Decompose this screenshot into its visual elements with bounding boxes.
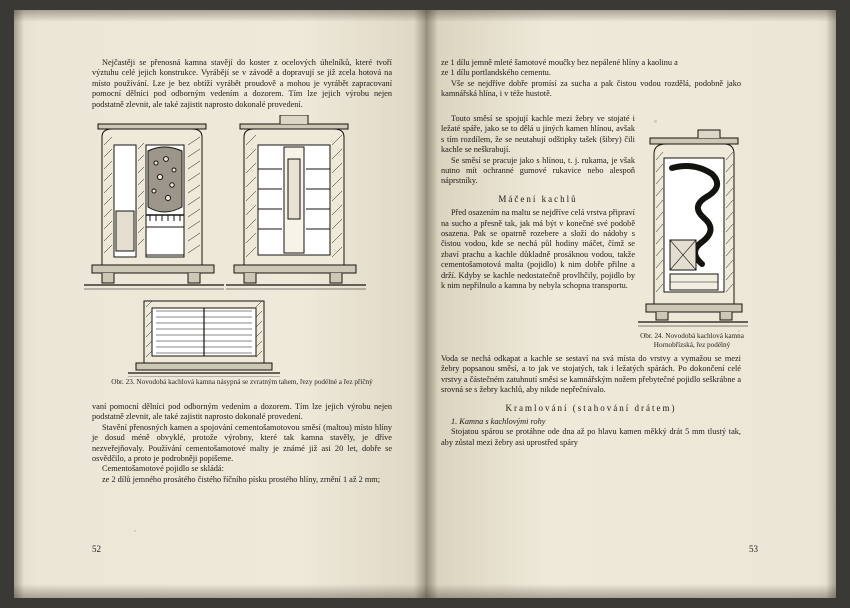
paragraph: Touto směsí se spojují kachle mezi žebry ve stojaté i ležaté spáře, jako se to dělá u jiných kamen hlínou, avšak s tím rozdílem, že se neutahují odštipky tašek (šibry) čili kachle se neškrabují. [441, 114, 635, 155]
figure-23 [84, 115, 404, 377]
paper-speck [738, 330, 740, 332]
left-page [14, 10, 425, 598]
paragraph: Cementošamotové pojidlo se skládá: [102, 464, 224, 474]
paragraph: ze 1 dílu portlandského cementu. [441, 68, 551, 78]
right-page-text-bottom [441, 354, 741, 448]
top-shadow [14, 10, 836, 22]
paragraph: Před osazením na maltu se nejdříve celá vrstva připraví na sucho a přesně tak, jak má být v konečné své podobě osazena. Pak se opatrně rozebere a složí do nádoby s čistou vodou, kde se nechá půl hodiny máčet, čímž se zbaví prachu a kachle důkladně prosáknou vodou, takže cementošamotová malta (pojidlo) k nim dobře přilne a drží. Kdyby se kachle nedostatečně provlhčily, pojidlo by k nim nepřilnulo a kamna by nebyla schopna transportu. [441, 208, 635, 291]
page-edge-shadow-right [826, 10, 836, 598]
right-page-text-narrow [441, 114, 635, 292]
left-page-intro-text [92, 58, 392, 110]
paragraph: Voda se nechá odkapat a kachle se sestaví na svá místa do vrstvy a vymažou se mezi žebry popsanou směsí, a to jak ve stojatých, tak i ležatých spárách. Po dokončení celé vrstvy a částečném zatuhnutí směsi se kamnářským nožem přebytečné pojidlo seškrábne a srovná se s žebry kachlů, aby nikde nepřečnívalo. [441, 354, 741, 395]
paper-speck [134, 530, 136, 532]
paper-speck [654, 120, 657, 123]
paragraph: ze 2 dílů jemného prosátého čistého říčního písku prostého hlíny, zrnění 1 až 2 mm; [102, 474, 381, 484]
figure-24-caption: Obr. 24. Novodobá kachlová kamna Hornobřízská, řez podélný [640, 332, 744, 349]
section-heading-macani: Máčení kachlů [498, 193, 578, 204]
paragraph: Se směsí se pracuje jako s hlínou, t. j. rukama, je však nutno mít ochranné gumové rukavice nebo alespoň náprstníky. [441, 155, 635, 186]
right-page [425, 10, 836, 598]
right-page-text-top [441, 58, 741, 100]
folio-right: 53 [749, 544, 758, 554]
paragraph: ze 1 dílu jemně mleté šamotové moučky bez nepálené hlíny a kaolinu a [441, 58, 678, 67]
paragraph: Nejčastěji se přenosná kamna stavějí do koster z ocelových úhelníků, které tvoří výztuhu celé jejich konstrukce. Vyrábějí se v závodě a dopravují se již zcela hotová na místo používání. Lze je bez obtíží vyrábět proudově a mohou je vyrábět zapracovaní pomocní dělníci pod odborným vedením a dozorem. Tím lze jejich výrobu nejen podstatně zlevnit, ale také zajistit naprosto dokonalé provedení. [92, 58, 392, 109]
figure-24 [638, 128, 748, 328]
paragraph-continuation: vaní pomocní dělníci pod odborným vedením a dozorem. Tím lze jejich výrobu nejen podstatně zlevnit, ale také zajistit naprosto dokonalé provedení. [92, 402, 392, 422]
subheading-kamna-s-kachlovymi-rohy: 1. Kamna s kachlovými rohy [451, 417, 546, 427]
page-spread [14, 10, 836, 598]
bottom-shadow [14, 584, 836, 598]
page-edge-shadow-left [14, 10, 24, 598]
left-page-body-text [92, 402, 392, 485]
section-heading-kramlovani: Kramlování (stahování drátem) [505, 402, 677, 413]
figure-23-caption: Obr. 23. Novodobá kachlová kamna násypná se zvratným tahem, řezy podélné a řez příčný [111, 378, 373, 386]
paragraph: Stavění přenosných kamen a spojování cementošamotovou směsí (maltou) místo hlíny je dosud méně obvyklé, protože výrobny, které tak kamna stavěly, je dříve nezveřejňovaly. Používání cementošamotové malty je známé již asi 20 let, dobře se osvědčilo, a proto je podrobněji popišeme. [92, 422, 392, 464]
folio-left: 52 [92, 544, 101, 554]
paragraph: Stojatou spárou se protáhne ode dna až po hlavu kamen měkký drát 5 mm tlustý tak, aby zůstal mezi žebry asi uprostřed spáry [441, 427, 741, 447]
paragraph: Vše se nejdříve dobře promísí za sucha a pak čistou vodou rozdělá, podobně jako kamnářská hlína, i v téže hustotě. [441, 78, 741, 99]
